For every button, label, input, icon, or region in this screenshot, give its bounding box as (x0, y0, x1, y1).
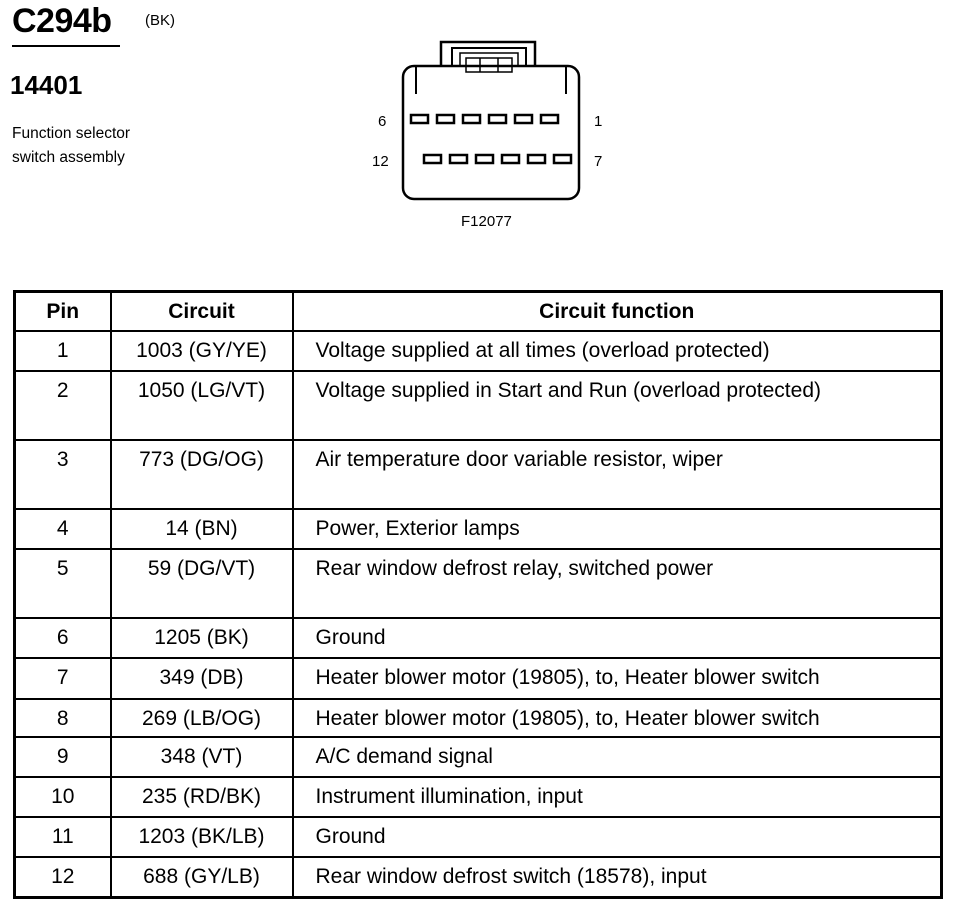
cell-function: Instrument illumination, input (293, 777, 942, 817)
pin-label-7: 7 (594, 153, 603, 170)
connector-id-underline (12, 45, 120, 47)
terminal-row-bottom (424, 155, 571, 163)
table-row (15, 857, 942, 897)
part-description-line-2: switch assembly (12, 149, 125, 166)
part-description-line-1: Function selector (12, 125, 131, 142)
cell-function: Voltage supplied at all times (overload protected) (293, 331, 942, 371)
connector-color: (BK) (145, 12, 175, 29)
cell-pin: 10 (15, 777, 111, 817)
cell-circuit: 348 (VT) (111, 737, 293, 777)
cell-pin: 11 (15, 817, 111, 857)
cell-function: Heater blower motor (19805), to, Heater blower switch (293, 699, 942, 737)
cell-pin: 3 (15, 440, 111, 509)
connector-id: C294b (12, 2, 112, 40)
table-row (15, 777, 942, 817)
cell-function: Heater blower motor (19805), to, Heater blower switch (293, 658, 942, 699)
connector-latch (441, 42, 535, 66)
pin-label-12: 12 (372, 153, 389, 170)
terminal-row-top (411, 115, 558, 123)
cell-circuit: 269 (LB/OG) (111, 699, 293, 737)
cell-circuit: 688 (GY/LB) (111, 857, 293, 897)
table-row (15, 737, 942, 777)
cell-pin: 9 (15, 737, 111, 777)
table-row (15, 509, 942, 549)
part-number: 14401 (10, 70, 83, 100)
header-pin: Pin (15, 292, 111, 332)
cell-pin: 12 (15, 857, 111, 897)
connector-body (403, 66, 579, 199)
connector-face-drawing (400, 38, 582, 202)
cell-pin: 6 (15, 618, 111, 658)
pinout-table (13, 290, 943, 899)
header-function: Circuit function (293, 292, 942, 332)
cell-circuit: 1003 (GY/YE) (111, 331, 293, 371)
cell-circuit: 773 (DG/OG) (111, 440, 293, 509)
table-row (15, 699, 942, 737)
cell-function: A/C demand signal (293, 737, 942, 777)
table-body (15, 331, 942, 897)
cell-pin: 1 (15, 331, 111, 371)
cell-circuit: 1050 (LG/VT) (111, 371, 293, 440)
cell-circuit: 14 (BN) (111, 509, 293, 549)
cell-function: Rear window defrost relay, switched power (293, 549, 942, 618)
table-row (15, 549, 942, 618)
table-row (15, 371, 942, 440)
cell-pin: 4 (15, 509, 111, 549)
cell-pin: 2 (15, 371, 111, 440)
cell-circuit: 59 (DG/VT) (111, 549, 293, 618)
header-circuit: Circuit (111, 292, 293, 332)
cell-circuit: 1203 (BK/LB) (111, 817, 293, 857)
cell-circuit: 349 (DB) (111, 658, 293, 699)
cell-function: Power, Exterior lamps (293, 509, 942, 549)
table-row (15, 817, 942, 857)
part-description (12, 122, 130, 170)
cell-circuit: 1205 (BK) (111, 618, 293, 658)
cell-pin: 8 (15, 699, 111, 737)
cell-function: Ground (293, 618, 942, 658)
cell-circuit: 235 (RD/BK) (111, 777, 293, 817)
table-row (15, 440, 942, 509)
pin-label-1: 1 (594, 113, 603, 130)
figure-id: F12077 (461, 213, 512, 230)
table-row (15, 658, 942, 699)
cell-function: Rear window defrost switch (18578), input (293, 857, 942, 897)
cell-function: Ground (293, 817, 942, 857)
table-row (15, 618, 942, 658)
pin-label-6: 6 (378, 113, 387, 130)
cell-pin: 5 (15, 549, 111, 618)
table-header-row (15, 292, 942, 332)
cell-function: Voltage supplied in Start and Run (overload protected) (293, 371, 942, 440)
table-row (15, 331, 942, 371)
cell-function: Air temperature door variable resistor, wiper (293, 440, 942, 509)
cell-pin: 7 (15, 658, 111, 699)
